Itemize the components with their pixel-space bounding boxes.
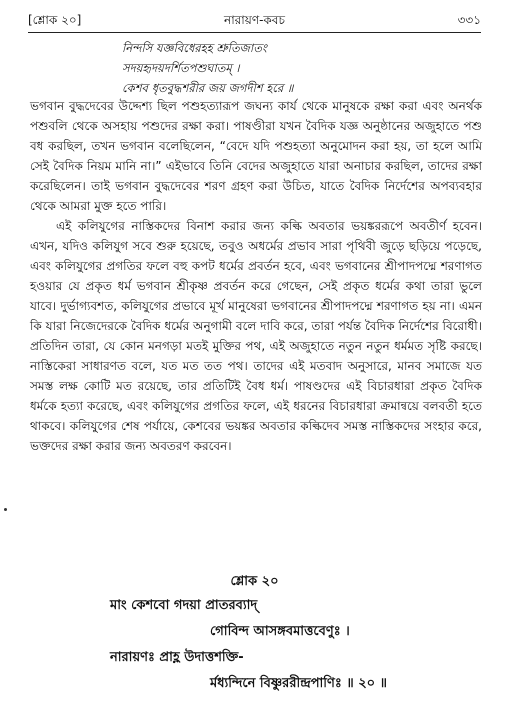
paragraph: ভগবান বুদ্ধদেবের উদ্দেশ্য ছিল পশুহত্যারূপ জঘন্য কার্য থেকে মানুষকে রক্ষা করা এবং অনর্থক পশুবলি থেকে অসহায় পশুদের রক্ষা করা। পাষণ্ডীরা যখন বৈদিক যজ্ঞ অনুষ্ঠানের অজুহাতে পশু বধ করছিল, তখন ভগবান বলেছিলেন, “বেদে যদি পশুহত্যা অনুমোদন করা হয়, তা হলে আমি সেই বৈদিক নিয়ম মানি না।” এইভাবে তিনি বেদের অজুহাতে যারা অনাচার করছিল, তাদের রক্ষা করেছিলেন। তাই ভগবান বুদ্ধদেবের শরণ গ্রহণ করা উচিত, যাতে বৈদিক নির্দেশের অপব্যবহার থেকে আমরা মুক্ত হতে পারি।	[30, 99, 482, 213]
purport-text	[30, 96, 482, 456]
verse-title: শ্লোক ২০	[230, 574, 279, 589]
verse-line: মাং কেশবো গদয়া প্রাতরব্যাদ্	[110, 598, 258, 613]
margin-mark	[4, 508, 7, 511]
page-header	[28, 12, 481, 30]
header-divider	[28, 32, 481, 33]
verse-line: র্মধ্যন্দিনে বিষ্ণুররীন্দ্রপাণিঃ ॥ ২০ ॥	[210, 676, 388, 691]
verse-line: নারায়ণঃ প্রাহ্ণ উদাত্তশক্তি-	[110, 650, 244, 665]
chapter-title: নারায়ণ-কবচ	[224, 13, 285, 27]
quoted-verse	[122, 38, 293, 98]
verse-line: গোবিন্দ আসঙ্গবমাত্তবেণুঃ ।	[210, 624, 350, 639]
quoted-verse-line: সদয়হৃদয়দর্শিতপশুঘাতম্ ।	[122, 61, 240, 75]
paragraph: এই কলিযুগের নাস্তিকদের বিনাশ করার জন্য কল্কি অবতার ভয়ঙ্কররূপে অবতীর্ণ হবেন। এখন, যদিও কলিযুগ সবে শুরু হয়েছে, তবুও অধর্মের প্রভাব সারা পৃথিবী জুড়ে ছড়িয়ে পড়েছে, এবং কলিযুগের প্রগতির ফলে বহু কপট ধর্মের প্রবর্তন হবে, এবং ভগবানের শ্রীপাদপদ্মে শরণাগত হওয়ার যে প্রকৃত ধর্ম ভগবান শ্রীকৃষ্ণ প্রবর্তন করে গেছেন, সেই প্রকৃত ধর্মের কথা তারা ভুলে যাবে। দুর্ভাগ্যবশত, কলিযুগের প্রভাবে মূর্খ মানুষেরা ভগবানের শ্রীপাদপদ্মে শরণাগত হয় না। এমন কি যারা নিজেদেরকে বৈদিক ধর্মের অনুগামী বলে দাবি করে, তারা পর্যন্ত বৈদিক নির্দেশের বিরোধী। প্রতিদিন তারা, যে কোন মনগড়া মতই মুক্তির পথ, এই অজুহাতে নতুন নতুন ধর্মমত সৃষ্টি করছে। নাস্তিকেরা সাধারণত বলে, যত মত তত পথ। তাদের এই মতবাদ অনুসারে, মানব সমাজে যত সমস্ত লক্ষ কোটি মত রয়েছে, তার প্রতিটিই বৈধ ধর্ম। পাষণ্ডদের এই বিচারধারা প্রকৃত বৈদিক ধর্মকে হত্যা করেছে, এবং কলিযুগের প্রগতির ফলে, এই ধরনের বিচারধারা ক্রমান্বয়ে বলবতী হতে থাকবে। কলিযুগের শেষ পর্যায়ে, কেশবের ভয়ঙ্কর অবতার কল্কিদেব সমস্ত নাস্তিকদের সংহার করে, ভক্তদের রক্ষা করার জন্য অবতরণ করবেন।	[30, 219, 482, 453]
page-number: ৩৩১	[457, 13, 481, 27]
verse-reference: [শ্লোক ২০]	[28, 13, 82, 27]
quoted-verse-line: নিন্দসি যজ্ঞবিধেরহহ শ্রুতিজাতং	[122, 41, 267, 55]
quoted-verse-line: কেশব ধৃতবুদ্ধশরীর জয় জগদীশ হরে ॥	[122, 81, 294, 95]
